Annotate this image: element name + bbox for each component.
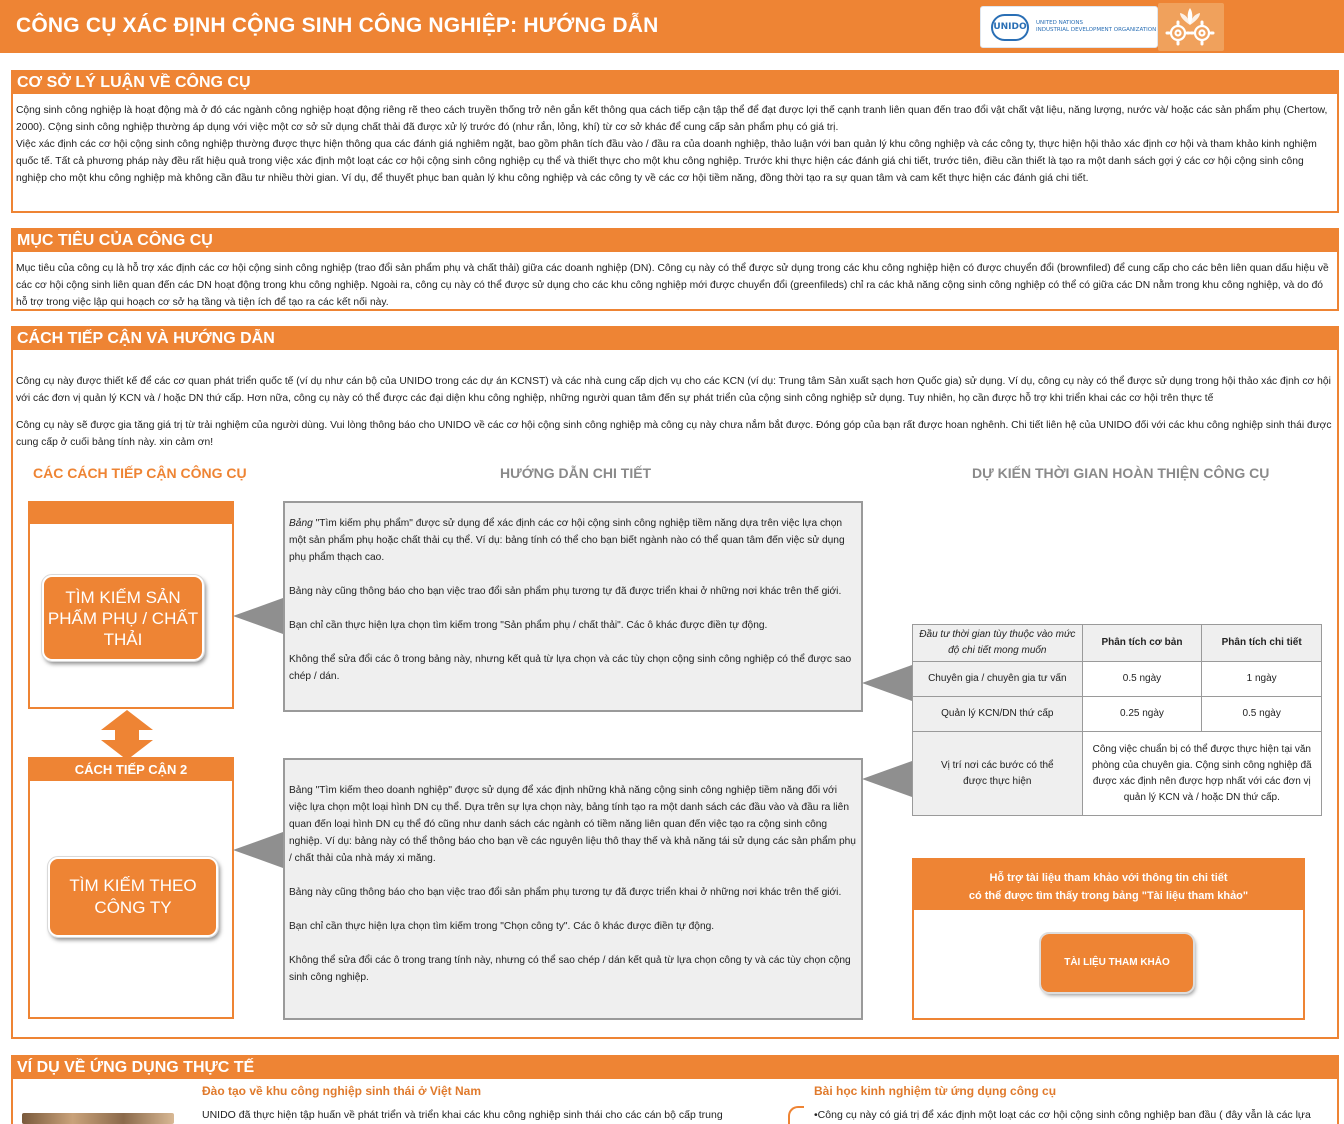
table-header-basic: Phân tích cơ bản <box>1082 625 1202 662</box>
theory-heading-bar <box>13 72 1337 94</box>
arrow-to-guide-2-icon <box>862 761 912 797</box>
examples-heading: VÍ DỤ VỀ ỨNG DỤNG THỰC TẾ <box>17 1059 255 1076</box>
approach-heading: CÁCH TIẾP CẬN VÀ HƯỚNG DẪN <box>17 330 275 347</box>
objective-heading: MỤC TIÊU CỦA CÔNG CỤ <box>17 232 213 249</box>
time-estimate-table <box>912 624 1322 816</box>
column-title-time: DỰ KIẾN THỜI GIAN HOÀN THIỆN CÔNG CỤ <box>972 465 1270 481</box>
table-row-3-label: Vị trí nơi các bước có thể được thực hiện <box>913 732 1083 816</box>
search-byproduct-button[interactable]: TÌM KIẾM SẢN PHẨM PHỤ / CHẤT THẢI <box>42 575 204 661</box>
guide-1-paragraph-1: Bảng "Tìm kiếm phụ phẩm" được sử dụng để xác định các cơ hội cộng sinh công nghiệp tiềm năng dựa trên việc lựa chọn một sản phẩm phụ hoặc chất thải cụ thể. Ví dụ: bảng tính có thể cho bạn biết ngành nào có thể quan tâm đến việc sử dụng phụ phẩm thạch cao. <box>289 518 845 563</box>
table-row-3-value: Công việc chuẩn bị có thể được thực hiện tại văn phòng của chuyên gia. Cộng sinh công nghiệp đã được xác định nên được hợp nhất với các đơn vị quản lý KCN và / hoặc DN thứ cấp. <box>1082 732 1321 816</box>
guide-2-paragraph-2: Bảng này cũng thông báo cho bạn việc trao đổi sản phẩm phụ tương tự đã được triển khai ở những nơi khác trên thế giới. <box>289 887 842 898</box>
gears-leaf-icon <box>1158 3 1224 51</box>
references-button[interactable]: TÀI LIỆU THAM KHẢO <box>1041 934 1193 992</box>
theory-section <box>11 70 1339 213</box>
column-title-guide: HƯỚNG DẪN CHI TIẾT <box>500 465 652 481</box>
example-right-text: •Công cụ này có giá trị để xác định một loạt các cơ hội cộng sinh công nghiệp ban đầu ( đây vẫn là các lựa <box>814 1109 1311 1121</box>
approach-paragraph-2: Công cụ này sẽ được gia tăng giá trị từ trải nghiệm của người dùng. Vui lòng thông báo cho UNIDO về các cơ hội cộng sinh công nghiệp mà công cụ này chưa nắm bắt được. Đóng góp của bạn rất được hoan nghênh. Chi tiết liên hệ của UNIDO đối với các khu công nghiệp sinh thái được cung cấp ở cuối bảng tính này. xin cảm ơn! <box>16 420 1332 448</box>
reference-heading: Hỗ trợ tài liệu tham khảo với thông tin chi tiết có thể được tìm thấy trong bảng "Tài liệu tham khảo" <box>914 860 1303 910</box>
table-header-detail: Phân tích chi tiết <box>1202 625 1322 662</box>
un-emblem-icon: UNIDO <box>991 14 1029 41</box>
table-row-2-label: Quản lý KCN/DN thứ cấp <box>913 697 1083 732</box>
example-decoration-icon <box>788 1106 804 1124</box>
logo-text: UNITED NATIONS INDUSTRIAL DEVELOPMENT ORGANIZATION <box>1036 20 1156 33</box>
table-row-2-detail: 0.5 ngày <box>1202 697 1322 732</box>
unido-logo <box>980 6 1158 48</box>
objective-body <box>16 260 1334 311</box>
guide-2-paragraph-3: Bạn chỉ cần thực hiện lựa chọn tìm kiếm trong "Chọn công ty". Các ô khác được điền tự động. <box>289 921 715 932</box>
guide-2-paragraph-4: Không thể sửa đổi các ô trong trang tính này, nhưng có thể sao chép / dán kết quả từ lựa chọn công ty và các tùy chọn cộng sinh công nghiệp. <box>289 955 851 983</box>
approach-paragraph-1: Công cụ này được thiết kế để các cơ quan phát triển quốc tế (ví dụ như cán bộ của UNIDO trong các dự án KCNST) và các nhà cung cấp dịch vụ cho các KCN (ví dụ: Trung tâm Sản xuất sạch hơn Quốc gia) sử dụng. Ví dụ, công cụ này có thể được sử dụng trong hội thảo xác định cơ hội với các đơn vị quản lý KCN và / hoặc DN thứ cấp. Hơn nữa, công cụ này có thể được các đại diện khu công nghiệp, những người quan tâm đến sự phát triển của cộng sinh công nghiệp sử dụng. Tuy nhiên, họ cần được hỗ trợ khi triển khai các cơ hội trên thực tế <box>16 376 1331 404</box>
guide-box-company <box>283 758 863 1020</box>
arrow-to-guide-1-icon <box>862 665 912 701</box>
arrow-to-approach-2-icon <box>233 832 283 868</box>
guide-1-paragraph-3: Bạn chỉ cần thực hiện lựa chọn tìm kiếm trong "Sản phẩm phụ / chất thải". Các ô khác được điền tự động. <box>289 620 768 631</box>
approach-1-label <box>30 503 232 524</box>
example-left-text: UNIDO đã thực hiện tập huấn về phát triển và triển khai các khu công nghiệp sinh thái cho các cán bộ cấp trung <box>202 1109 723 1121</box>
table-row-1-basic: 0.5 ngày <box>1082 662 1202 697</box>
table-header-desc: Đầu tư thời gian tùy thuộc vào mức độ chi tiết mong muốn <box>913 625 1083 662</box>
search-by-company-button[interactable]: TÌM KIẾM THEO CÔNG TY <box>48 857 218 937</box>
objective-heading-bar <box>13 230 1337 252</box>
table-row-2-basic: 0.25 ngày <box>1082 697 1202 732</box>
column-title-approaches: CÁC CÁCH TIẾP CẬN CÔNG CỤ <box>33 465 247 481</box>
guide-1-paragraph-2: Bảng này cũng thông báo cho bạn việc trao đổi sản phẩm phụ tương tự đã được triển khai ở những nơi khác trên thế giới. <box>289 586 842 597</box>
guide-2-paragraph-1: Bảng "Tìm kiếm theo doanh nghiệp" được sử dụng để xác định những khả năng cộng sinh công nghiệp tiềm năng đối với việc lựa chọn một loại hình DN cụ thể. Dựa trên sự lựa chọn này, bảng tính tạo ra một danh sách các đầu vào và đầu ra liên quan đến loại hình DN cụ thể đó cũng như danh sách các ngành có tiềm năng liên quan đến việc tạo ra cộng sinh công nghiệp. Ví dụ: bảng này có thể thông báo cho bạn về các nguyên liệu thô thay thế và khả năng tái sử dụng các sản phẩm phụ / chất thải của nhà máy xi măng. <box>289 785 856 864</box>
page-title: CÔNG CỤ XÁC ĐỊNH CỘNG SINH CÔNG NGHIỆP: HƯỚNG DẪN <box>16 14 659 37</box>
guide-box-byproduct <box>283 501 863 712</box>
theory-body <box>16 102 1334 187</box>
approach-heading-bar <box>13 328 1337 350</box>
table-row-1-detail: 1 ngày <box>1202 662 1322 697</box>
approach-body <box>16 373 1334 451</box>
example-left-title: Đào tạo về khu công nghiệp sinh thái ở Việt Nam <box>202 1084 482 1098</box>
reference-box <box>912 858 1305 1020</box>
objective-section <box>11 228 1339 311</box>
guide-1-paragraph-4: Không thể sửa đổi các ô trong bảng này, nhưng kết quả từ lựa chọn và các tùy chọn cộng sinh công nghiệp có thể được sao chép / dán. <box>289 654 852 682</box>
theory-paragraph-2: Việc xác định các cơ hội cộng sinh công nghiệp thường được thực hiện thông qua các đánh giá nghiêm ngặt, bao gồm phân tích đầu vào / đầu ra của doanh nghiệp, thảo luận với ban quản lý khu công nghiệp và các công ty, thực hiện hội thảo xác định cơ hội và tham khảo kinh nghiệm quốc tế. Tất cả phương pháp này đều rất hiệu quả trong việc xác định một loạt các cơ hội cộng sinh công nghiệp cụ thể và thiết thực cho một khu công nghiệp. Trước khi thực hiện các đánh giá chi tiết, trước tiên, điều cần thiết là tạo ra một danh sách gợi ý các cơ hội cộng sinh công nghiệp cho một khu công nghiệp mà không cần đầu tư nhiều thời gian. Ví dụ, để thuyết phục ban quản lý khu công nghiệp và các công ty về các cơ hội tiềm năng, đồng thời tạo ra sự quan tâm và cam kết thực hiện các đánh giá chi tiết. <box>16 139 1317 184</box>
example-right-title: Bài học kinh nghiệm từ ứng dụng công cụ <box>814 1084 1057 1098</box>
objective-paragraph: Mục tiêu của công cụ là hỗ trợ xác định các cơ hội cộng sinh công nghiệp (trao đổi sản phẩm phụ và chất thải) giữa các doanh nghiệp (DN). Công cụ này có thể được sử dụng trong các khu công nghiệp hiện có được chuyển đổi (brownfiled) để cung cấp cho các bên liên quan dấu hiệu về các cơ hội cộng sinh liên quan đến các DN hoạt động trong khu công nghiệp. Ngoài ra, công cụ này có thể được sử dụng cho các khu công nghiệp mới được chuyển đổi (greenfileds) chỉ ra các khả năng cộng sinh công nghiệp có thể có giữa các DN nằm trong khu công nghiệp, và do đó hỗ trợ trong việc lập qui hoạch cơ sở hạ tầng và tiện ích để tạo ra các kết nối này. <box>16 263 1329 308</box>
table-row-1-label: Chuyên gia / chuyên gia tư vấn <box>913 662 1083 697</box>
theory-paragraph-1: Cộng sinh công nghiệp là hoạt động mà ở đó các ngành công nghiệp hoạt động riêng rẽ theo cách truyền thống trở nên gắn kết thông qua cách tiếp cận tập thể để đạt được lợi thế cạnh tranh liên quan đến trao đổi vật chất vật liệu, năng lượng, nước và/ hoặc các sản phẩm phụ (Chertow, 2000). Cộng sinh công nghiệp thường áp dụng với việc một cơ sở sử dụng chất thải đã được xử lý trước đó (như rắn, lỏng, khí) từ cơ sở khác để cung cấp sản phẩm phụ có giá trị. <box>16 105 1328 133</box>
example-photo <box>22 1113 174 1124</box>
top-banner <box>0 0 1344 53</box>
approach-2-label: CÁCH TIẾP CẬN 2 <box>30 759 232 781</box>
arrow-to-approach-1-icon <box>233 598 283 634</box>
examples-heading-bar <box>13 1057 1337 1079</box>
theory-heading: CƠ SỞ LÝ LUẬN VỀ CÔNG CỤ <box>17 74 251 91</box>
